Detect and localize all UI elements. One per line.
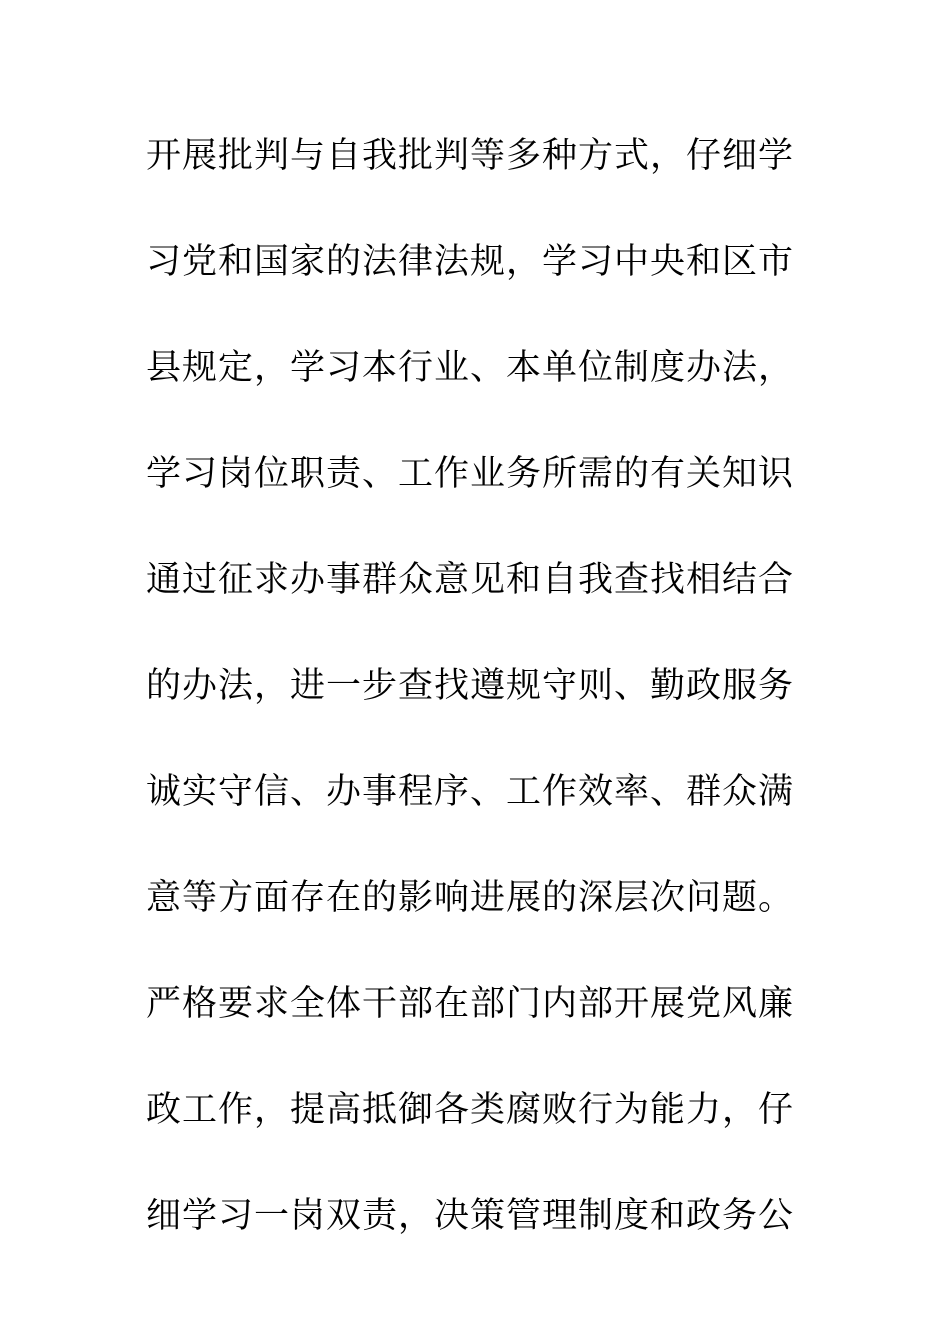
text-line: 诚实守信、办事程序、工作效率、群众满 xyxy=(146,772,795,812)
text-line: 严格要求全体干部在部门内部开展党风廉 xyxy=(146,984,795,1024)
body-text xyxy=(146,125,816,1291)
text-line: 细学习一岗双责，决策管理制度和政务公 xyxy=(146,1196,795,1236)
text-line: 习党和国家的法律法规，学习中央和区市 xyxy=(146,242,795,282)
text-line: 学习岗位职责、工作业务所需的有关知识 xyxy=(146,454,795,494)
text-line: 县规定，学习本行业、本单位制度办法， xyxy=(146,348,795,388)
text-line: 的办法，进一步查找遵规守则、勤政服务 xyxy=(146,666,795,706)
text-line: 开展批判与自我批判等多种方式，仔细学 xyxy=(146,136,795,176)
text-line: 政工作，提高抵御各类腐败行为能力，仔 xyxy=(146,1090,795,1130)
text-line: 通过征求办事群众意见和自我查找相结合 xyxy=(146,560,795,600)
text-line: 意等方面存在的影响进展的深层次问题。 xyxy=(146,878,795,918)
